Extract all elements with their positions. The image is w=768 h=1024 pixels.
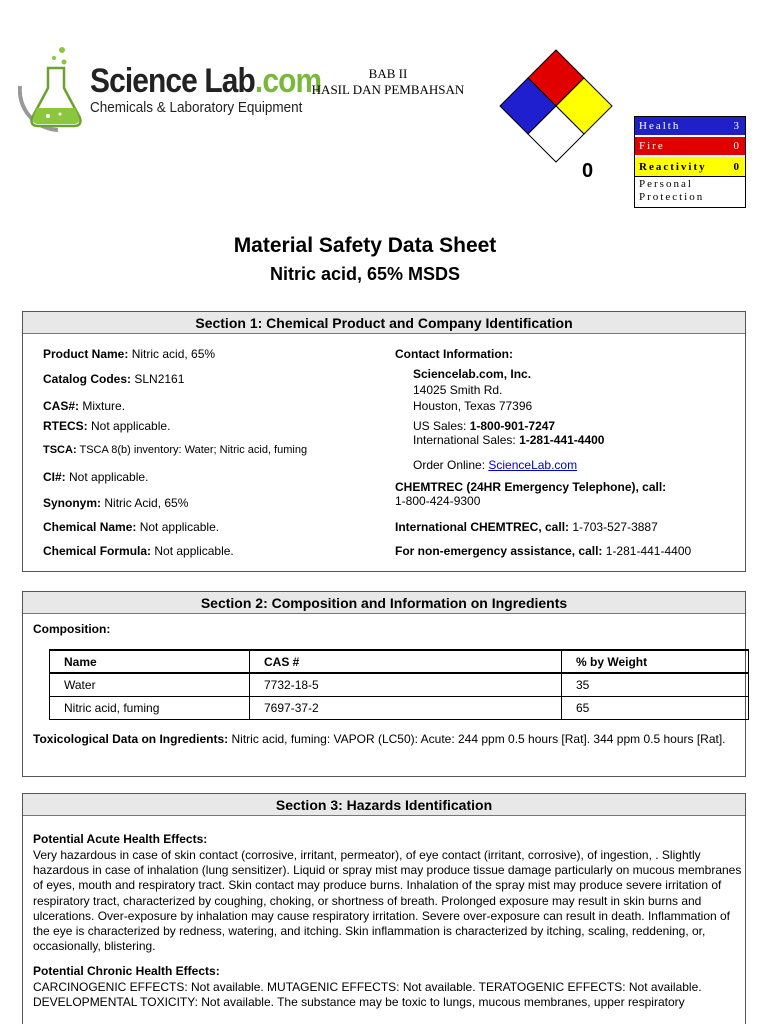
nfpa-diamond-icon	[498, 48, 614, 164]
hmis-rating-box	[634, 116, 746, 208]
chronic-effects-text: CARCINOGENIC EFFECTS: Not available. MUTAGENIC EFFECTS: Not available. TERATOGENIC EFFECTS: Not available. DEVELOPMENTAL TOXICITY: Not available. The substance may be toxic to lungs, mucous membranes, upper respiratory	[33, 980, 702, 1010]
non-emergency: For non-emergency assistance, call: 1-281-441-4400	[395, 544, 692, 558]
section-3-heading: Section 3: Hazards Identification	[23, 794, 745, 816]
col-name: Name	[50, 650, 250, 673]
flask-logo-icon	[18, 44, 90, 134]
chemical-formula: Chemical Formula: Not applicable.	[43, 544, 234, 558]
chapter-title: HASIL DAN PEMBAHSAN	[311, 82, 465, 97]
acute-effects-text: Very hazardous in case of skin contact (corrosive, irritant, permeator), of eye contact (irritant, corrosive), of ingestion, . Slightly hazardous in case of inhalation (lung sensitizer). Liquid or spray mist may produce tissue damage particularly on mucous membranes of eyes, mouth and respiratory tract. Skin contact may produce burns. Inhalation of the spray mist may produce severe irritation of respiratory tract, characterized by coughing, choking, or shortness of breath. Prolonged exposure may result in skin burns and ulcerations. Over-exposure by inhalation may cause respiratory irritation. Severe over-exposure can result in death. Inflammation of the eye is characterized by redness, watering, and itching. Skin inflammation is characterized by itching, scaling, reddening, or, occasionally, blistering.	[33, 848, 742, 954]
ci-number: CI#: Not applicable.	[43, 470, 149, 484]
section-1-heading: Section 1: Chemical Product and Company Identification	[23, 312, 745, 334]
contact-info-label: Contact Information:	[395, 347, 513, 361]
product-name: Product Name: Nitric acid, 65%	[43, 347, 216, 361]
page-subtitle: Nitric acid, 65% MSDS	[269, 264, 461, 284]
composition-label: Composition:	[33, 622, 111, 636]
nfpa-special-value: 0	[582, 160, 594, 182]
acute-effects-label: Potential Acute Health Effects:	[33, 832, 208, 846]
hmis-fire-row: Fire 0	[635, 137, 745, 157]
sciencelab-link[interactable]: ScienceLab.com	[488, 458, 578, 472]
chapter-label: BAB II	[368, 66, 408, 81]
table-row: Nitric acid, fuming 7697-37-2 65	[50, 696, 749, 719]
col-cas: CAS #	[250, 650, 562, 673]
hmis-ppe-row: Personal Protection	[635, 177, 745, 207]
hmis-reactivity-row: Reactivity 0	[635, 157, 745, 177]
section-3	[22, 793, 746, 1024]
page-title: Material Safety Data Sheet	[233, 234, 497, 257]
section-2-heading: Section 2: Composition and Information on Ingredients	[23, 592, 745, 614]
table-header-row	[50, 650, 749, 673]
logo-tagline: Chemicals & Laboratory Equipment	[90, 99, 303, 116]
table-row: Water 7732-18-5 35	[50, 673, 749, 696]
section-2	[22, 591, 746, 777]
catalog-codes: Catalog Codes: SLN2161	[43, 372, 185, 386]
sciencelab-logo	[18, 44, 322, 134]
tsca: TSCA: TSCA 8(b) inventory: Water; Nitric acid, fuming	[43, 444, 308, 456]
chemtrec: CHEMTREC (24HR Emergency Telephone), call: 1-800-424-9300	[395, 480, 667, 508]
intl-chemtrec: International CHEMTREC, call: 1-703-527-3887	[395, 520, 658, 534]
document-header	[298, 66, 478, 98]
order-online: Order Online: ScienceLab.com	[413, 458, 578, 472]
synonym: Synonym: Nitric Acid, 65%	[43, 496, 189, 510]
cas-number: CAS#: Mixture.	[43, 399, 126, 413]
intl-sales: International Sales: 1-281-441-4400	[413, 433, 605, 447]
rtecs: RTECS: Not applicable.	[43, 419, 171, 433]
company-name: Sciencelab.com, Inc.	[413, 367, 532, 381]
address-line-1: 14025 Smith Rd.	[413, 383, 503, 397]
toxicological-data: Toxicological Data on Ingredients: Nitric acid, fuming: VAPOR (LC50): Acute: 244 ppm 0.5 hours [Rat]. 344 ppm 0.5 hours [Rat].	[33, 732, 726, 746]
chronic-effects-label: Potential Chronic Health Effects:	[33, 964, 220, 978]
logo-wordmark: Science Lab.com	[90, 62, 322, 100]
hmis-health-row: Health 3	[635, 117, 745, 137]
composition-table	[49, 649, 749, 720]
col-weight: % by Weight	[562, 650, 749, 673]
section-1	[22, 311, 746, 572]
us-sales: US Sales: 1-800-901-7247	[413, 419, 556, 433]
chemical-name: Chemical Name: Not applicable.	[43, 520, 220, 534]
address-line-2: Houston, Texas 77396	[413, 399, 533, 413]
